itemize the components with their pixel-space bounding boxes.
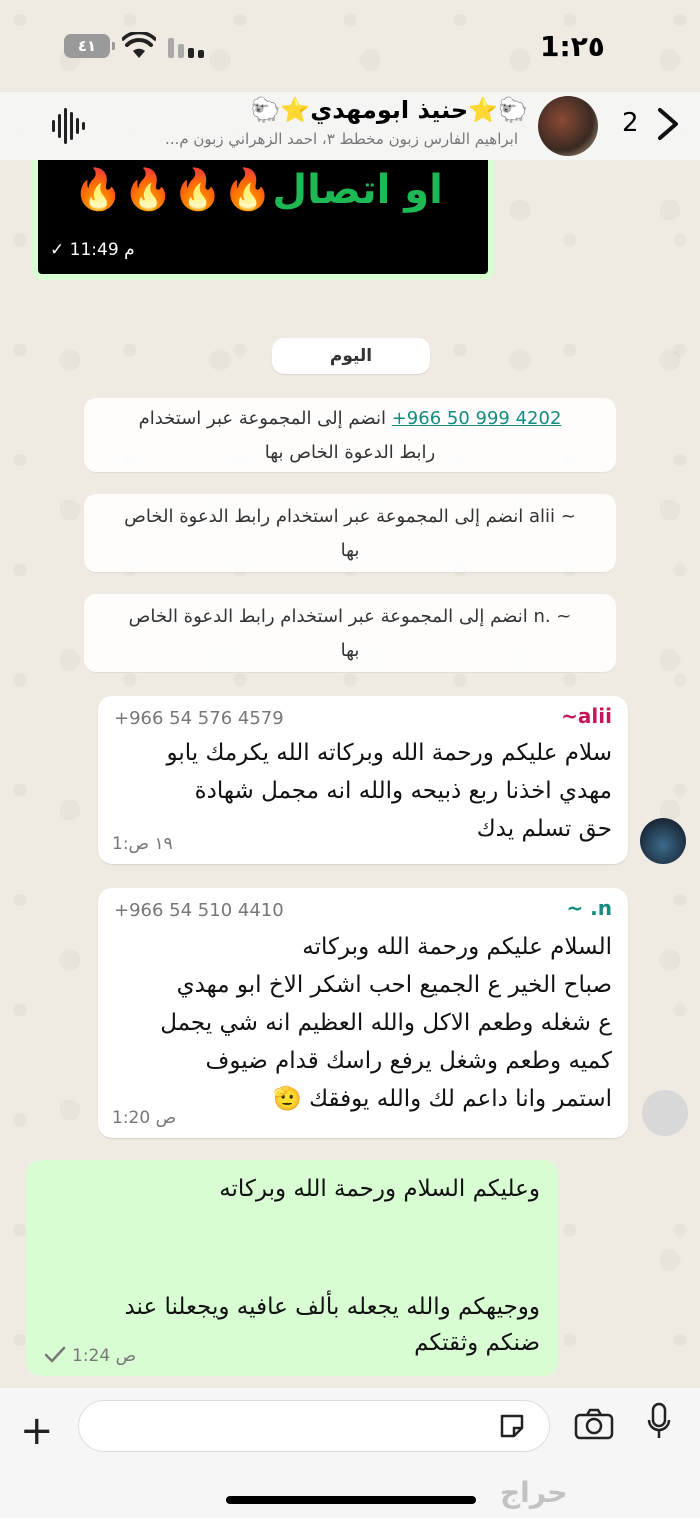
date-separator: اليوم — [272, 338, 430, 374]
phone-link[interactable]: +966 50 999 4202 — [391, 408, 562, 429]
message-text: وعليكم السلام ورحمة الله وبركاته — [219, 1176, 540, 1202]
audio-call-waveform-icon[interactable] — [50, 106, 86, 146]
sender-name[interactable]: ~ .n — [566, 896, 612, 920]
message-time: 1:١٩ ص — [112, 834, 173, 854]
unread-count: 2 — [622, 108, 639, 138]
image-message[interactable] — [32, 160, 494, 280]
home-indicator — [226, 1496, 476, 1504]
battery-icon: ٤١ — [64, 34, 110, 58]
cellular-signal-icon — [166, 36, 206, 58]
sender-avatar[interactable] — [640, 818, 686, 864]
message-time: 1:20 ص — [112, 1108, 177, 1128]
message-text: السلام عليكم ورحمة الله وبركاته صباح الخير ع الجميع احب اشكر الاخ ابو مهدي ع شغله وطعم الاكل والله العظيم انه شي يجمل كميه وطعم وشغل يرفع راسك قدام ضيوف استمر وانا داعم لك والله يوفقك 🫡 — [160, 934, 612, 1112]
read-check-icon — [44, 1346, 66, 1364]
sender-avatar-placeholder[interactable] — [642, 1090, 688, 1136]
camera-icon[interactable] — [574, 1408, 614, 1440]
incoming-message[interactable] — [98, 888, 628, 1138]
read-check-icon: ✓ — [50, 240, 65, 260]
group-avatar[interactable] — [538, 96, 598, 156]
watermark-logo: حراج — [500, 1476, 568, 1509]
message-text: ووجيهكم والله يجعله بألف عافيه ويجعلنا عند — [124, 1294, 540, 1320]
message-input[interactable] — [78, 1400, 550, 1452]
microphone-icon[interactable] — [646, 1402, 672, 1442]
outgoing-message[interactable] — [26, 1160, 558, 1376]
message-time: ✓ 11:49 م — [50, 240, 135, 260]
image-caption: او اتصال🔥🔥🔥🔥 — [73, 167, 443, 213]
clock: 1:٢٥ — [540, 30, 605, 63]
sender-phone: +966 54 510 4410 — [114, 900, 284, 921]
message-text: ضنكم وثقتكم — [414, 1330, 540, 1356]
incoming-message[interactable] — [98, 696, 628, 864]
chevron-back-icon[interactable] — [656, 106, 680, 142]
sender-name[interactable]: ~alii — [561, 704, 612, 728]
chat-header[interactable] — [0, 92, 700, 160]
chat-title[interactable]: 🐑⭐حنيذ ابومهدي⭐🐑 — [250, 96, 528, 124]
sticker-icon[interactable] — [498, 1412, 526, 1440]
system-message: +966 50 999 4202 انضم إلى المجموعة عبر استخدام رابط الدعوة الخاص بها — [84, 398, 616, 472]
chat-participants[interactable]: ابراهيم الفارس زبون مخطط ٣، احمد الزهراني زبون م... — [165, 130, 518, 148]
status-bar — [0, 0, 700, 92]
message-text: سلام عليكم ورحمة الله وبركاته الله يكرمك يابو مهدي اخذنا ربع ذبيحه والله انه مجمل شهادة حق تسلم يدك — [166, 740, 612, 842]
system-message: ~ .n انضم إلى المجموعة عبر استخدام رابط الدعوة الخاص بها — [84, 594, 616, 672]
wifi-icon — [122, 32, 156, 60]
plus-icon[interactable]: + — [20, 1408, 54, 1454]
message-time: 1:24 ص — [72, 1346, 137, 1366]
sender-phone: +966 54 576 4579 — [114, 708, 284, 729]
system-message: ~ alii انضم إلى المجموعة عبر استخدام رابط الدعوة الخاص بها — [84, 494, 616, 572]
